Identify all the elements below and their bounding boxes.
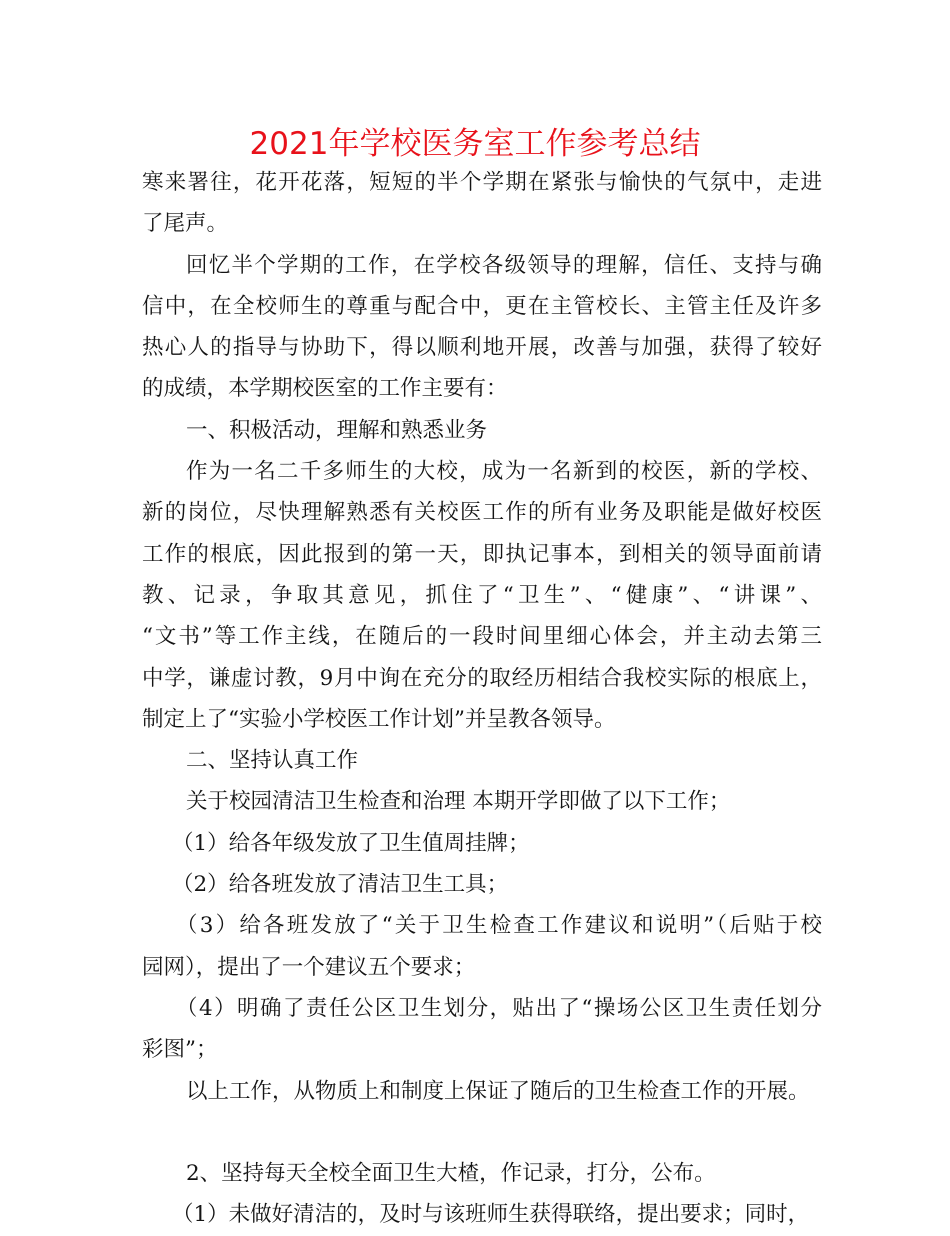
section-heading: 一、积极活动，理解和熟悉业务 bbox=[186, 417, 488, 443]
body-line: 新的岗位，尽快理解熟悉有关校医工作的所有业务及职能是做好校医 bbox=[142, 500, 822, 526]
section-heading: 二、坚持认真工作 bbox=[186, 748, 359, 774]
body-line: “文书”等工作主线，在随后的一段时间里细心体会，并主动去第三 bbox=[142, 624, 822, 650]
body-line: 了尾声。 bbox=[142, 211, 229, 237]
body-line: 关于校园清洁卫生检查和治理 本期开学即做了以下工作； bbox=[186, 789, 731, 815]
body-line: 制定上了“实验小学校医工作计划”并呈教各领导。 bbox=[142, 706, 616, 732]
list-item: （3）给各班发放了“关于卫生检查工作建议和说明”（后贴于校 bbox=[176, 913, 822, 939]
body-line: 2、坚持每天全校全面卫生大楂，作记录，打分，公布。 bbox=[186, 1161, 716, 1187]
body-line: 寒来署往，花开花落，短短的半个学期在紧张与愉快的气氛中，走进 bbox=[142, 170, 822, 195]
list-item-continuation: 彩图”； bbox=[142, 1037, 218, 1063]
list-item-continuation: 园网），提出了一个建议五个要求； bbox=[142, 954, 476, 980]
body-line: 的成绩，本学期校医室的工作主要有： bbox=[142, 376, 508, 402]
list-item: （1）未做好清洁的，及时与该班师生获得联络，提出要求；同时， bbox=[172, 1202, 810, 1228]
body-line: 热心人的指导与协助下，得以顺利地开展，改善与加强，获得了较好 bbox=[142, 335, 822, 361]
body-line: 教、记录，争取其意见，抓住了“卫生”、“健康”、“讲课”、 bbox=[142, 582, 822, 608]
body-line: 信中，在全校师生的尊重与配合中，更在主管校长、主管主任及许多 bbox=[142, 293, 822, 319]
body-line: 回忆半个学期的工作，在学校各级领导的理解，信任、支持与确 bbox=[186, 252, 822, 278]
document-body bbox=[142, 162, 822, 1236]
list-item: （1）给各年级发放了卫生值周挂牌； bbox=[172, 830, 530, 856]
list-item: （4）明确了责任公区卫生划分，贴出了“操场公区卫生责任划分 bbox=[176, 995, 822, 1021]
body-line: 作为一名二千多师生的大校，成为一名新到的校医，新的学校、 bbox=[186, 459, 822, 485]
list-item: （2）给各班发放了清洁卫生工具； bbox=[172, 872, 509, 898]
body-line: 工作的根底，因此报到的第一天，即执记事本，到相关的领导面前请 bbox=[142, 541, 822, 567]
blank-line bbox=[142, 1112, 822, 1153]
document-title: 2021年学校医务室工作参考总结 bbox=[249, 126, 701, 162]
body-line: 以上工作，从物质上和制度上保证了随后的卫生检查工作的开展。 bbox=[186, 1078, 810, 1104]
body-line: 中学，谦虚讨教，9月中询在充分的取经历相结合我校实际的根底上， bbox=[142, 665, 822, 691]
